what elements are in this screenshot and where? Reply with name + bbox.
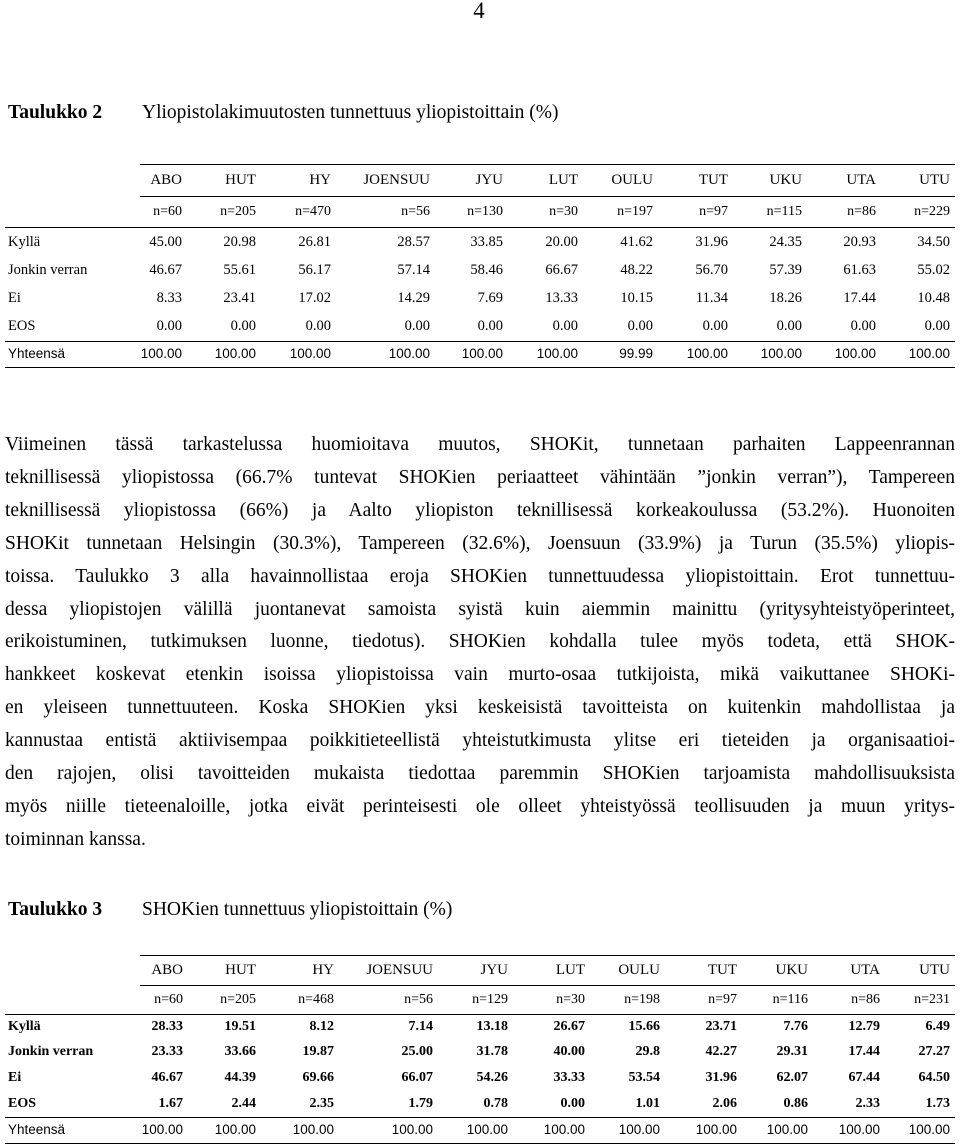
table-cell: 100.00 [461, 346, 503, 361]
table-cell: 100.00 [618, 1122, 660, 1137]
table-cell: 29.31 [776, 1044, 808, 1059]
table-cell: 23.71 [705, 1019, 737, 1034]
paragraph-line: den rajojen, olisi tavoitteiden mukaista tiedottaa paremmin SHOKien tarjoamista mahdollisuuksista [5, 763, 955, 785]
table-cell: 2.06 [712, 1096, 737, 1111]
table-cell: 44.39 [224, 1070, 256, 1085]
table-rule [5, 341, 955, 342]
table-cell: 41.62 [620, 234, 653, 250]
paragraph-line: toissa. Taulukko 3 alla havainnollistaa eroja SHOKien tunnettuudessa yliopistoittain. Erot tunnettuu- [5, 565, 955, 587]
table-cell: 0.00 [560, 1096, 585, 1111]
column-header: JOENSUU [363, 172, 430, 188]
table-cell: 14.29 [397, 290, 430, 306]
column-header: LUT [548, 172, 578, 188]
table-cell: 46.67 [151, 1070, 183, 1085]
table-cell: 1.01 [635, 1096, 660, 1111]
table-cell: 100.00 [289, 346, 331, 361]
sample-size-row [0, 988, 960, 1012]
column-header: UTU [919, 172, 950, 188]
table-cell: 18.26 [769, 290, 802, 306]
sample-size-cell: n=86 [851, 992, 880, 1007]
table-row [0, 1015, 960, 1039]
table-row [0, 286, 960, 310]
table-cell: 20.00 [545, 234, 578, 250]
table-cell: 67.44 [848, 1070, 880, 1085]
table-cell: 100.00 [908, 346, 950, 361]
table-cell: 1.79 [408, 1096, 433, 1111]
table-cell: 100.00 [141, 1122, 183, 1137]
table-cell: 0.00 [477, 318, 503, 334]
table-cell: 61.63 [843, 262, 876, 278]
paragraph-line: toiminnan kanssa. [5, 828, 146, 850]
body-paragraph [5, 429, 955, 857]
table-cell: 0.00 [305, 318, 331, 334]
table-cell: 100.00 [695, 1122, 737, 1137]
table-rule [140, 985, 955, 986]
sample-size-cell: n=470 [295, 204, 331, 219]
column-header: JYU [480, 962, 508, 978]
table-cell: 17.44 [848, 1044, 880, 1059]
sample-size-cell: n=205 [220, 204, 256, 219]
table-cell: 20.98 [223, 234, 256, 250]
column-header-row [0, 168, 960, 192]
paragraph-line: hankkeet koskevat etenkin isoissa yliopistoissa vain murto-osaa tutkijoista, mikä vaikuttanee SHOKi- [5, 664, 955, 686]
column-header: ABO [151, 962, 183, 978]
table-cell: 0.00 [230, 318, 256, 334]
table-cell: 34.50 [917, 234, 950, 250]
table-cell: 10.15 [620, 290, 653, 306]
table-cell: 100.00 [140, 346, 182, 361]
sample-size-cell: n=197 [617, 204, 653, 219]
paragraph-line: teknillisessä yliopistossa (66.7% tuntevat SHOKien periaatteet vähintään ”jonkin verran”), Tampereen [5, 466, 955, 488]
table-cell: 31.78 [476, 1044, 508, 1059]
table-cell: 100.00 [686, 346, 728, 361]
table-cell: 0.00 [404, 318, 430, 334]
table-rule [5, 1143, 955, 1144]
table-2-caption [0, 99, 960, 127]
table-cell: 64.50 [918, 1070, 950, 1085]
table-cell: 100.00 [214, 346, 256, 361]
row-label: Kyllä [8, 234, 41, 250]
table-cell: 20.93 [843, 234, 876, 250]
table-label: Taulukko 3 [8, 899, 103, 920]
table-cell: 31.96 [705, 1070, 737, 1085]
column-header: JOENSUU [366, 962, 433, 978]
table-cell: 10.48 [917, 290, 950, 306]
column-header: HY [312, 962, 334, 978]
table-title: SHOKien tunnettuus yliopistoittain (%) [142, 899, 453, 920]
table-cell: 1.73 [925, 1096, 950, 1111]
column-header: TUT [698, 172, 728, 188]
table-cell: 29.8 [635, 1044, 660, 1059]
row-label: Ei [8, 1070, 22, 1085]
table-cell: 0.00 [627, 318, 653, 334]
table-cell: 13.33 [545, 290, 578, 306]
sample-size-cell: n=97 [699, 204, 728, 219]
table-cell: 8.33 [156, 290, 182, 306]
paragraph-line: myös niille tieteenaloille, jotka eivät perinteisesti ole olleet yhteistyössä teollisuuden ja muun yritys- [5, 795, 955, 817]
table-cell: 99.99 [619, 346, 653, 361]
table-cell: 100.00 [466, 1122, 508, 1137]
table-cell: 0.00 [850, 318, 876, 334]
table-cell: 66.07 [401, 1070, 433, 1085]
paragraph-line: kannustaa entistä aktiivisempaa poikkitieteellistä yhteistutkimusta ylitse eri tieteiden ja organisaatioi- [5, 730, 955, 752]
table-cell: 7.76 [783, 1019, 808, 1034]
table-cell: 8.12 [309, 1019, 334, 1034]
sample-size-cell: n=97 [708, 992, 737, 1007]
sample-size-cell: n=198 [624, 992, 660, 1007]
sample-size-cell: n=56 [401, 204, 430, 219]
paragraph-line: Viimeinen tässä tarkastelussa huomioitava muutos, SHOKit, tunnetaan parhaiten Lappeenrannan [5, 434, 955, 455]
column-header: UTA [846, 172, 876, 188]
table-rule [5, 1117, 955, 1118]
table-cell: 57.14 [397, 262, 430, 278]
table-cell: 0.86 [783, 1096, 808, 1111]
table-cell: 62.07 [776, 1070, 808, 1085]
paragraph-line: en yleiseen tunnettuuteen. Koska SHOKien yksi keskeisistä tavoitteista on kuitenkin mahdollistaa ja [5, 697, 955, 719]
table-cell: 0.00 [552, 318, 578, 334]
table-cell: 100.00 [834, 346, 876, 361]
table-cell: 19.51 [224, 1019, 256, 1034]
table-cell: 2.33 [855, 1096, 880, 1111]
table-cell: 2.35 [309, 1096, 334, 1111]
table-cell: 0.00 [776, 318, 802, 334]
table-cell: 48.22 [620, 262, 653, 278]
table-3-caption [0, 896, 960, 924]
table-cell: 100.00 [766, 1122, 808, 1137]
table-cell: 69.66 [302, 1070, 334, 1085]
table-cell: 58.46 [470, 262, 503, 278]
table-row [0, 258, 960, 282]
table-cell: 33.33 [553, 1070, 585, 1085]
sample-size-cell: n=229 [914, 204, 950, 219]
table-cell: 100.00 [543, 1122, 585, 1137]
table-cell: 33.66 [224, 1044, 256, 1059]
table-cell: 55.02 [917, 262, 950, 278]
sample-size-cell: n=130 [467, 204, 503, 219]
table-cell: 26.67 [553, 1019, 585, 1034]
sample-size-cell: n=231 [914, 992, 950, 1007]
table-cell: 66.67 [545, 262, 578, 278]
column-header: HY [309, 172, 331, 188]
sample-size-cell: n=468 [298, 992, 334, 1007]
column-header: LUT [555, 962, 585, 978]
sample-size-cell: n=205 [220, 992, 256, 1007]
table-cell: 56.70 [695, 262, 728, 278]
table-row [0, 1040, 960, 1064]
table-cell: 26.81 [298, 234, 331, 250]
table-row [0, 314, 960, 338]
table-cell: 28.57 [397, 234, 430, 250]
column-header: OULU [611, 172, 653, 188]
table-cell: 27.27 [918, 1044, 950, 1059]
row-label: Kyllä [8, 1019, 41, 1034]
table-cell: 0.00 [156, 318, 182, 334]
table-cell: 46.67 [149, 262, 182, 278]
table-rule [5, 227, 955, 228]
table-row [0, 230, 960, 254]
table-cell: 23.33 [151, 1044, 183, 1059]
table-cell: 24.35 [769, 234, 802, 250]
table-cell: 15.66 [628, 1019, 660, 1034]
column-header: UKU [769, 172, 802, 188]
table-cell: 100.00 [536, 346, 578, 361]
sample-size-cell: n=116 [772, 992, 808, 1007]
table-cell: 100.00 [391, 1122, 433, 1137]
total-row [0, 342, 960, 366]
table-cell: 57.39 [769, 262, 802, 278]
sample-size-cell: n=30 [549, 204, 578, 219]
table-cell: 40.00 [553, 1044, 585, 1059]
table-cell: 100.00 [214, 1122, 256, 1137]
sample-size-cell: n=60 [154, 992, 183, 1007]
paragraph-line: SHOKit tunnetaan Helsingin (30.3%), Tampereen (32.6%), Joensuun (33.9%) ja Turun (35.5%) yliopis- [5, 532, 955, 554]
table-cell: 13.18 [476, 1019, 508, 1034]
table-rule [140, 955, 955, 956]
table-cell: 0.78 [483, 1096, 508, 1111]
page-number: 4 [473, 0, 485, 23]
column-header: UKU [775, 962, 808, 978]
table-cell: 0.00 [924, 318, 950, 334]
table-rule [140, 164, 955, 165]
table-cell: 12.79 [848, 1019, 880, 1034]
sample-size-cell: n=30 [556, 992, 585, 1007]
column-header: HUT [225, 172, 256, 188]
column-header: UTA [850, 962, 880, 978]
row-label: Yhteensä [8, 346, 66, 361]
table-cell: 19.87 [302, 1044, 334, 1059]
table-title: Yliopistolakimuutosten tunnettuus yliopistoittain (%) [142, 102, 559, 123]
table-cell: 55.61 [223, 262, 256, 278]
table-row [0, 1092, 960, 1116]
table-cell: 100.00 [388, 346, 430, 361]
row-label: EOS [8, 1096, 37, 1111]
table-rule [140, 196, 955, 197]
table-row [0, 1066, 960, 1090]
row-label: EOS [8, 318, 36, 334]
paragraph-line: dessa yliopistojen välillä juontanevat samoista syistä kuin aiemmin mainittu (yritysyhteistyöperinteet, [5, 598, 955, 620]
table-cell: 28.33 [151, 1019, 183, 1034]
table-cell: 23.41 [223, 290, 256, 306]
table-label: Taulukko 2 [8, 102, 103, 123]
row-label: Jonkin verran [8, 262, 88, 278]
table-cell: 33.85 [470, 234, 503, 250]
table-cell: 6.49 [925, 1019, 950, 1034]
column-header-row [0, 958, 960, 982]
table-cell: 11.34 [695, 290, 728, 306]
table-cell: 54.26 [476, 1070, 508, 1085]
sample-size-cell: n=115 [766, 204, 802, 219]
table-cell: 53.54 [628, 1070, 660, 1085]
table-cell: 25.00 [401, 1044, 433, 1059]
table-rule [5, 367, 955, 368]
row-label: Ei [8, 290, 21, 306]
column-header: UTU [919, 962, 950, 978]
sample-size-cell: n=56 [404, 992, 433, 1007]
paragraph-line: erikoistuminen, tutkimuksen luonne, tiedotus). SHOKien kohdalla tulee myös todeta, että SHOK- [5, 631, 955, 653]
sample-size-cell: n=60 [153, 204, 182, 219]
total-row [0, 1118, 960, 1142]
table-cell: 100.00 [838, 1122, 880, 1137]
table-cell: 2.44 [231, 1096, 256, 1111]
paragraph-line: teknillisessä yliopistossa (66%) ja Aalto yliopiston teknillisessä korkeakoulussa (53.2%). Huonoiten [5, 499, 955, 521]
row-label: Jonkin verran [8, 1044, 94, 1059]
column-header: TUT [707, 962, 737, 978]
sample-size-row [0, 200, 960, 224]
table-cell: 1.67 [158, 1096, 183, 1111]
table-cell: 7.14 [408, 1019, 433, 1034]
table-rule [5, 1014, 955, 1015]
column-header: OULU [618, 962, 660, 978]
table-cell: 17.02 [298, 290, 331, 306]
column-header: JYU [475, 172, 503, 188]
table-cell: 100.00 [760, 346, 802, 361]
table-cell: 17.44 [843, 290, 876, 306]
table-cell: 100.00 [908, 1122, 950, 1137]
sample-size-cell: n=129 [472, 992, 508, 1007]
table-cell: 0.00 [702, 318, 728, 334]
table-cell: 56.17 [298, 262, 331, 278]
row-label: Yhteensä [8, 1122, 66, 1137]
table-cell: 42.27 [705, 1044, 737, 1059]
table-cell: 100.00 [292, 1122, 334, 1137]
table-cell: 7.69 [477, 290, 503, 306]
table-cell: 45.00 [149, 234, 182, 250]
table-cell: 31.96 [695, 234, 728, 250]
column-header: HUT [225, 962, 256, 978]
sample-size-cell: n=86 [847, 204, 876, 219]
column-header: ABO [150, 172, 182, 188]
